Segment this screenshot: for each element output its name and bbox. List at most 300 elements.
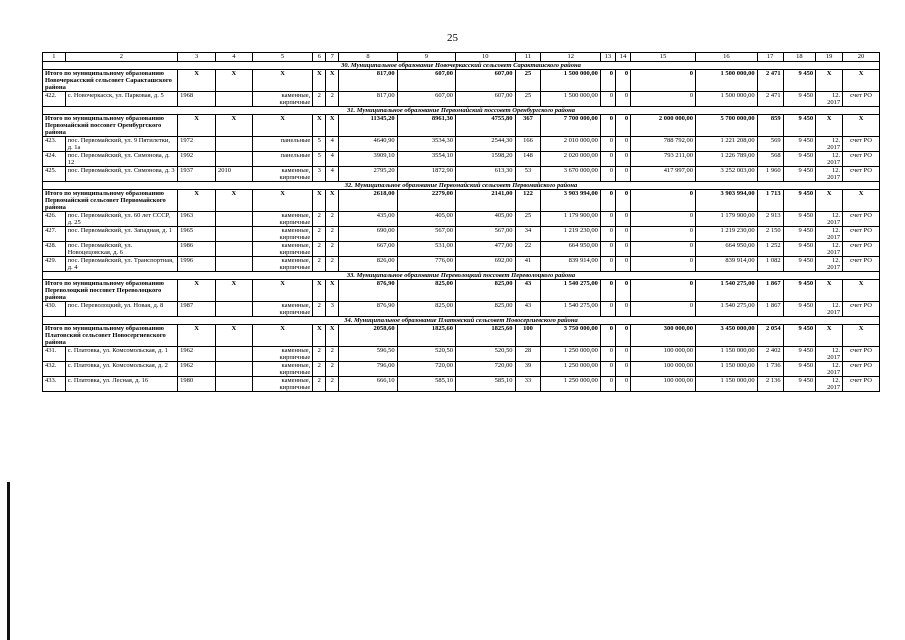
table-row <box>43 347 880 362</box>
row-cell: 34 <box>515 227 541 242</box>
row-cell: 568 <box>757 152 783 167</box>
row-cell: 0 <box>600 347 615 362</box>
row-cell: 3534,30 <box>397 137 455 152</box>
row-cell: счет РО <box>843 302 880 317</box>
row-cell: 9 450 <box>783 92 815 107</box>
row-cell: 1992 <box>178 152 216 167</box>
row-cell: 520,50 <box>456 347 515 362</box>
total-cell: 9 450 <box>783 325 815 347</box>
row-number: 428. <box>43 242 66 257</box>
total-cell: 7 700 000,00 <box>541 115 600 137</box>
total-cell: X <box>326 115 339 137</box>
row-cell: 0 <box>631 92 696 107</box>
row-cell: 3 <box>326 302 339 317</box>
row-cell: 1872,90 <box>397 167 455 182</box>
row-cell: 0 <box>631 302 696 317</box>
total-cell: X <box>313 280 326 302</box>
row-cell: 2 <box>313 227 326 242</box>
row-cell: 567,00 <box>456 227 515 242</box>
column-header-cell: 16 <box>696 53 758 62</box>
row-cell: 2 150 <box>757 227 783 242</box>
row-number: 422. <box>43 92 66 107</box>
table-row <box>43 167 880 182</box>
total-cell: 11345,20 <box>339 115 397 137</box>
column-header-cell: 19 <box>816 53 843 62</box>
total-cell: 2 000 000,00 <box>631 115 696 137</box>
row-cell: 1 250 000,00 <box>541 362 600 377</box>
total-cell: 607,00 <box>397 70 455 92</box>
row-cell: 4 <box>326 137 339 152</box>
row-cell: 12. 2017 <box>816 377 843 392</box>
row-cell: 531,00 <box>397 242 455 257</box>
total-cell: 367 <box>515 115 541 137</box>
row-cell: 825,00 <box>397 302 455 317</box>
row-cell: 1996 <box>178 257 216 272</box>
section-total-row <box>43 325 880 347</box>
total-cell: 1 540 275,00 <box>696 280 758 302</box>
column-header-cell: 5 <box>252 53 313 62</box>
row-cell: 776,00 <box>397 257 455 272</box>
row-cell: 4640,90 <box>339 137 397 152</box>
row-cell: 2 913 <box>757 212 783 227</box>
total-cell: X <box>216 325 253 347</box>
row-cell: 0 <box>600 242 615 257</box>
row-cell: 435,00 <box>339 212 397 227</box>
row-cell: 2 <box>326 212 339 227</box>
row-cell: счет РО <box>843 362 880 377</box>
row-cell <box>216 227 253 242</box>
row-cell: 2 <box>326 242 339 257</box>
row-number: 425. <box>43 167 66 182</box>
total-cell: 0 <box>616 115 631 137</box>
row-address: с. Платовка, ул. Лесная, д. 16 <box>65 377 177 392</box>
row-cell: 2 <box>326 227 339 242</box>
section-title: 33. Муниципальное образование Переволоцкий поссовет Переволоцкого района <box>43 272 880 280</box>
row-address: с. Платовка, ул. Комсомольская, д. 1 <box>65 347 177 362</box>
row-cell: 12. 2017 <box>816 362 843 377</box>
row-cell: 0 <box>600 302 615 317</box>
row-number: 430. <box>43 302 66 317</box>
row-address: пос. Первомайский, ул. Симонова, д. 12 <box>65 152 177 167</box>
total-cell: 607,00 <box>456 70 515 92</box>
table-row <box>43 242 880 257</box>
row-cell: 1 252 <box>757 242 783 257</box>
section-total-row <box>43 190 880 212</box>
row-cell: 1 219 230,00 <box>696 227 758 242</box>
row-cell: 0 <box>616 257 631 272</box>
row-number: 429. <box>43 257 66 272</box>
row-address: пос. Первомайский, ул. Западная, д. 1 <box>65 227 177 242</box>
row-cell: 2 <box>313 92 326 107</box>
total-cell: 1 867 <box>757 280 783 302</box>
row-cell: 12. 2017 <box>816 257 843 272</box>
total-cell: X <box>816 115 843 137</box>
total-cell: X <box>816 70 843 92</box>
total-cell: 2058,60 <box>339 325 397 347</box>
total-cell: 43 <box>515 280 541 302</box>
row-cell: 2795,20 <box>339 167 397 182</box>
column-header-cell: 8 <box>339 53 397 62</box>
row-cell: 12. 2017 <box>816 152 843 167</box>
row-cell: 2 010 000,00 <box>541 137 600 152</box>
row-cell: 1 540 275,00 <box>541 302 600 317</box>
row-cell: каменные, кирпичные <box>252 302 313 317</box>
column-header-cell: 11 <box>515 53 541 62</box>
row-cell: 53 <box>515 167 541 182</box>
row-cell: счет РО <box>843 227 880 242</box>
row-cell: 0 <box>616 377 631 392</box>
table-row <box>43 92 880 107</box>
row-cell: 2 402 <box>757 347 783 362</box>
row-address: пос. Первомайский, ул. Транспортная, д. 4 <box>65 257 177 272</box>
total-cell: X <box>178 70 216 92</box>
total-cell: 825,00 <box>456 280 515 302</box>
column-header-cell: 15 <box>631 53 696 62</box>
row-cell <box>216 377 253 392</box>
row-cell: 2 <box>313 362 326 377</box>
row-cell: 100 000,00 <box>631 362 696 377</box>
row-cell: 1 540 275,00 <box>696 302 758 317</box>
total-cell: 825,00 <box>397 280 455 302</box>
row-cell: 9 450 <box>783 257 815 272</box>
row-cell: 2 <box>313 347 326 362</box>
row-cell: 520,50 <box>397 347 455 362</box>
row-cell: 2 <box>313 377 326 392</box>
row-cell: 664 950,00 <box>541 242 600 257</box>
section-total-row <box>43 280 880 302</box>
row-cell: 720,00 <box>456 362 515 377</box>
row-cell: 9 450 <box>783 242 815 257</box>
row-cell: 405,00 <box>456 212 515 227</box>
total-cell: 2279,00 <box>397 190 455 212</box>
row-address: пос. Первомайский, ул. Новоцецовская, д. 6 <box>65 242 177 257</box>
row-cell: 664 950,00 <box>696 242 758 257</box>
row-cell: счет РО <box>843 377 880 392</box>
row-cell: 43 <box>515 302 541 317</box>
total-cell: 9 450 <box>783 115 815 137</box>
row-cell: 0 <box>600 92 615 107</box>
total-cell: 9 450 <box>783 280 815 302</box>
row-cell: 1 082 <box>757 257 783 272</box>
total-cell: X <box>252 70 313 92</box>
row-cell: 1 250 000,00 <box>541 347 600 362</box>
row-cell: 1 221 208,00 <box>696 137 758 152</box>
row-cell: 12. 2017 <box>816 212 843 227</box>
row-cell: 1 179 900,00 <box>541 212 600 227</box>
row-cell: 0 <box>616 347 631 362</box>
row-address: пос. Первомайский, ул. 9 Пятилетки, д. 1а <box>65 137 177 152</box>
row-cell: 5 <box>313 152 326 167</box>
total-cell: 817,00 <box>339 70 397 92</box>
total-cell: 8961,30 <box>397 115 455 137</box>
total-cell: 0 <box>600 325 615 347</box>
table-row <box>43 257 880 272</box>
total-cell: X <box>216 115 253 137</box>
row-cell <box>216 347 253 362</box>
row-cell: 1 867 <box>757 302 783 317</box>
row-address: пос. Переволоцкий, ул. Новая, д. 8 <box>65 302 177 317</box>
row-cell: панельные <box>252 152 313 167</box>
row-cell: 876,90 <box>339 302 397 317</box>
row-cell: 1962 <box>178 347 216 362</box>
row-cell: каменные, кирпичные <box>252 242 313 257</box>
row-cell: счет РО <box>843 92 880 107</box>
row-cell: 9 450 <box>783 362 815 377</box>
total-cell: X <box>252 325 313 347</box>
total-cell: X <box>313 115 326 137</box>
row-cell: 1987 <box>178 302 216 317</box>
row-cell <box>216 152 253 167</box>
row-cell: каменные, кирпичные <box>252 92 313 107</box>
row-cell: 1 219 230,00 <box>541 227 600 242</box>
total-cell: 5 700 000,00 <box>696 115 758 137</box>
row-cell <box>216 137 253 152</box>
row-cell: 0 <box>600 137 615 152</box>
total-cell: X <box>252 115 313 137</box>
total-cell: X <box>178 280 216 302</box>
row-cell: 667,00 <box>339 242 397 257</box>
row-cell: каменные, кирпичные <box>252 167 313 182</box>
total-cell: 876,90 <box>339 280 397 302</box>
row-cell: 607,00 <box>397 92 455 107</box>
row-cell: 39 <box>515 362 541 377</box>
total-cell: 2 054 <box>757 325 783 347</box>
row-cell: 607,00 <box>456 92 515 107</box>
row-cell: 2 <box>326 347 339 362</box>
row-cell: 9 450 <box>783 152 815 167</box>
total-label: Итого по муниципальному образованию Первомайский поссовет Оренбургского района <box>43 115 178 137</box>
total-cell: 0 <box>631 190 696 212</box>
column-number-header <box>43 53 880 62</box>
row-cell: панельные <box>252 137 313 152</box>
row-cell: 1 960 <box>757 167 783 182</box>
row-cell: 0 <box>616 137 631 152</box>
row-cell: 0 <box>631 257 696 272</box>
row-cell: счет РО <box>843 152 880 167</box>
total-cell: 0 <box>600 115 615 137</box>
row-cell: 9 450 <box>783 137 815 152</box>
row-cell: 0 <box>616 362 631 377</box>
row-cell: 12. 2017 <box>816 227 843 242</box>
row-cell: 3909,10 <box>339 152 397 167</box>
row-cell <box>216 302 253 317</box>
total-cell: 0 <box>600 280 615 302</box>
section-total-row <box>43 70 880 92</box>
row-cell: 825,00 <box>456 302 515 317</box>
total-cell: 0 <box>616 70 631 92</box>
row-cell: счет РО <box>843 242 880 257</box>
row-cell: 2 <box>313 302 326 317</box>
row-cell: 839 914,00 <box>696 257 758 272</box>
table-row <box>43 137 880 152</box>
total-label: Итого по муниципальному образованию Первомайский сельсовет Первомайского района <box>43 190 178 212</box>
row-cell: 817,00 <box>339 92 397 107</box>
total-cell: X <box>216 280 253 302</box>
row-cell: 3 252 003,00 <box>696 167 758 182</box>
row-cell: 12. 2017 <box>816 242 843 257</box>
row-cell: 2010 <box>216 167 253 182</box>
row-cell: 596,50 <box>339 347 397 362</box>
row-cell: 405,00 <box>397 212 455 227</box>
row-cell: 0 <box>616 212 631 227</box>
row-address: пос. Первомайский, ул. 60 лет СССР, д. 25 <box>65 212 177 227</box>
row-cell: 1598,20 <box>456 152 515 167</box>
row-cell: 2 <box>313 257 326 272</box>
row-cell: 0 <box>600 377 615 392</box>
total-cell: 0 <box>616 190 631 212</box>
column-header-cell: 12 <box>541 53 600 62</box>
row-cell: 585,10 <box>397 377 455 392</box>
total-label: Итого по муниципальному образованию Новочеркасский сельсовет Саракташского района <box>43 70 178 92</box>
row-cell: 2 <box>326 362 339 377</box>
row-cell: 2544,30 <box>456 137 515 152</box>
total-cell: X <box>313 325 326 347</box>
section-title: 30. Муниципальное образование Новочеркасский сельсовет Саракташского района <box>43 62 880 70</box>
row-cell: 0 <box>616 242 631 257</box>
row-cell: 100 000,00 <box>631 347 696 362</box>
row-cell: 12. 2017 <box>816 302 843 317</box>
row-cell: 9 450 <box>783 212 815 227</box>
total-cell: X <box>326 325 339 347</box>
total-cell: X <box>326 280 339 302</box>
row-cell: 2 020 000,00 <box>541 152 600 167</box>
total-cell: 9 450 <box>783 70 815 92</box>
row-cell: 9 450 <box>783 167 815 182</box>
column-header-cell: 6 <box>313 53 326 62</box>
total-cell: X <box>843 325 880 347</box>
total-cell: 3 750 000,00 <box>541 325 600 347</box>
total-cell: X <box>326 70 339 92</box>
total-cell: X <box>252 280 313 302</box>
row-cell: каменные, кирпичные <box>252 257 313 272</box>
table-row <box>43 302 880 317</box>
row-cell: 12. 2017 <box>816 167 843 182</box>
row-cell: 1965 <box>178 227 216 242</box>
row-cell: 0 <box>616 167 631 182</box>
row-number: 424. <box>43 152 66 167</box>
total-cell: 0 <box>600 190 615 212</box>
total-cell: 1 713 <box>757 190 783 212</box>
row-cell: 690,00 <box>339 227 397 242</box>
section-title-row <box>43 62 880 70</box>
total-cell: X <box>178 115 216 137</box>
row-cell: 692,00 <box>456 257 515 272</box>
section-title: 34. Муниципальное образование Платовский сельсовет Новосергиевского района <box>43 317 880 325</box>
row-cell: 0 <box>600 227 615 242</box>
row-cell <box>216 242 253 257</box>
total-cell: 25 <box>515 70 541 92</box>
row-cell: 33 <box>515 377 541 392</box>
row-cell: 4 <box>326 152 339 167</box>
row-cell: каменные, кирпичные <box>252 227 313 242</box>
row-cell: 720,00 <box>397 362 455 377</box>
total-cell: 100 <box>515 325 541 347</box>
table-row <box>43 227 880 242</box>
table-row <box>43 212 880 227</box>
row-cell: 0 <box>631 212 696 227</box>
column-header-cell: 20 <box>843 53 880 62</box>
total-cell: X <box>252 190 313 212</box>
row-cell: 22 <box>515 242 541 257</box>
row-cell: 3554,10 <box>397 152 455 167</box>
section-title-row <box>43 182 880 190</box>
table-row <box>43 377 880 392</box>
row-cell: 839 914,00 <box>541 257 600 272</box>
total-cell: 4755,80 <box>456 115 515 137</box>
column-header-cell: 13 <box>600 53 615 62</box>
row-cell: 0 <box>631 242 696 257</box>
row-cell: 2 <box>313 242 326 257</box>
row-cell: 1972 <box>178 137 216 152</box>
column-header-cell: 14 <box>616 53 631 62</box>
total-cell: 2618,00 <box>339 190 397 212</box>
row-cell: 100 000,00 <box>631 377 696 392</box>
column-header-cell: 17 <box>757 53 783 62</box>
row-cell: 796,00 <box>339 362 397 377</box>
total-cell: 2 471 <box>757 70 783 92</box>
row-cell: 9 450 <box>783 302 815 317</box>
row-cell: 0 <box>616 152 631 167</box>
row-cell: 9 450 <box>783 347 815 362</box>
total-cell: X <box>178 190 216 212</box>
row-address: с. Новочеркасск, ул. Парковая, д. 5 <box>65 92 177 107</box>
row-cell <box>216 92 253 107</box>
row-cell: 5 <box>313 137 326 152</box>
section-title-row <box>43 317 880 325</box>
total-cell: 0 <box>616 325 631 347</box>
row-cell: 417 997,00 <box>631 167 696 182</box>
row-address: пос. Первомайский, ул. Симонова, д. 3 <box>65 167 177 182</box>
column-header-cell: 4 <box>216 53 253 62</box>
row-cell: 25 <box>515 212 541 227</box>
row-cell: 793 211,00 <box>631 152 696 167</box>
section-title-row <box>43 107 880 115</box>
row-cell: 0 <box>600 152 615 167</box>
row-cell: 4 <box>326 167 339 182</box>
row-cell: 1 500 000,00 <box>541 92 600 107</box>
row-cell <box>216 212 253 227</box>
row-cell: 0 <box>616 92 631 107</box>
row-cell: 1 150 000,00 <box>696 362 758 377</box>
total-cell: 1 540 275,00 <box>541 280 600 302</box>
column-header-cell: 1 <box>43 53 66 62</box>
column-header-cell: 9 <box>397 53 455 62</box>
total-cell: 0 <box>631 280 696 302</box>
column-header-cell: 7 <box>326 53 339 62</box>
total-cell: 3 450 000,00 <box>696 325 758 347</box>
row-cell: 0 <box>631 227 696 242</box>
total-cell: 1 500 000,00 <box>541 70 600 92</box>
total-cell: X <box>843 115 880 137</box>
page-number: 25 <box>447 32 458 44</box>
total-cell: 1825,60 <box>456 325 515 347</box>
row-cell: счет РО <box>843 212 880 227</box>
section-title-row <box>43 272 880 280</box>
row-cell: 1980 <box>178 377 216 392</box>
row-cell: 148 <box>515 152 541 167</box>
row-cell: 25 <box>515 92 541 107</box>
total-label: Итого по муниципальному образованию Платовский сельсовет Новосергиевского района <box>43 325 178 347</box>
row-cell: 613,30 <box>456 167 515 182</box>
row-cell: каменные, кирпичные <box>252 377 313 392</box>
total-cell: X <box>216 190 253 212</box>
row-cell: 28 <box>515 347 541 362</box>
row-number: 426. <box>43 212 66 227</box>
section-title: 32. Муниципальное образование Первомайский сельсовет Первомайского района <box>43 182 880 190</box>
total-cell: X <box>816 325 843 347</box>
total-cell: 0 <box>616 280 631 302</box>
column-header-cell: 2 <box>65 53 177 62</box>
